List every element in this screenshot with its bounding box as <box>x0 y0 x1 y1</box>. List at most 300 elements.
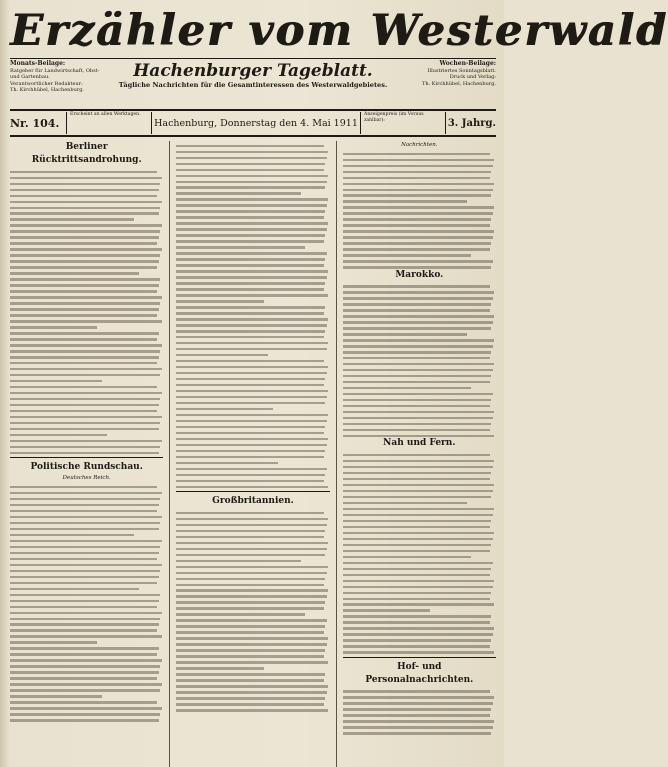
text-line <box>176 264 323 266</box>
text-line <box>343 429 490 431</box>
text-line <box>10 296 162 298</box>
text-line <box>176 300 263 302</box>
text-line <box>343 387 472 389</box>
text-line <box>176 396 326 398</box>
text-line <box>176 366 328 368</box>
text-line <box>343 520 492 522</box>
text-line <box>176 631 323 633</box>
text-line <box>176 294 328 296</box>
text-line <box>176 480 323 482</box>
text-line <box>10 552 159 554</box>
text-line <box>10 410 157 412</box>
text-line <box>176 186 325 188</box>
text-line <box>343 291 495 293</box>
text-line <box>176 589 328 591</box>
text-line <box>10 618 160 620</box>
text-line <box>10 344 162 346</box>
text-line <box>176 426 325 428</box>
text-line <box>343 266 492 268</box>
text-line <box>176 354 268 356</box>
text-line <box>10 671 159 673</box>
text-line <box>176 530 325 532</box>
text-line <box>343 592 492 594</box>
text-line <box>10 236 159 238</box>
text-line <box>176 512 323 514</box>
text-line <box>176 348 326 350</box>
text-line <box>10 606 157 608</box>
text-line <box>343 248 490 250</box>
text-line <box>343 165 493 167</box>
text-line <box>176 246 305 248</box>
article-body <box>343 454 496 654</box>
text-line <box>343 218 492 220</box>
subhead <box>10 58 496 107</box>
text-line <box>176 649 325 651</box>
text-line <box>343 627 495 629</box>
text-line <box>10 588 139 590</box>
text-line <box>343 254 472 256</box>
text-line <box>10 452 159 454</box>
text-line <box>10 207 160 209</box>
text-line <box>10 516 162 518</box>
text-line <box>176 390 328 392</box>
text-line <box>10 254 160 256</box>
text-line <box>10 380 102 382</box>
text-line <box>176 474 325 476</box>
text-line <box>176 378 325 380</box>
text-line <box>176 566 328 568</box>
text-line <box>10 486 157 488</box>
column-heading: Hof- und Personalnachrichten. <box>365 661 474 685</box>
text-line <box>10 528 159 530</box>
text-line <box>10 189 159 191</box>
issue-date: Hachenburg, Donnerstag den 4. Mai 1911 <box>154 117 358 129</box>
text-line <box>10 641 97 643</box>
text-line <box>343 339 495 341</box>
text-line <box>176 542 328 544</box>
text-line <box>10 582 157 584</box>
text-line <box>10 386 157 388</box>
text-line <box>176 450 325 452</box>
text-line <box>10 338 157 340</box>
text-line <box>10 689 160 691</box>
masthead-title: Erzähler vom Westerwald <box>10 6 668 56</box>
text-line <box>10 308 159 310</box>
left-box-line: Ratgeber für Landwirtschaft, Obst- und Gartenbau. <box>10 67 100 81</box>
text-line <box>343 502 467 504</box>
text-line <box>343 478 490 480</box>
text-line <box>176 228 326 230</box>
text-line <box>10 695 102 697</box>
text-line <box>10 600 159 602</box>
right-box-line: Illustriertes Sonntagsblatt. <box>427 67 496 74</box>
text-line <box>343 621 490 623</box>
article-body <box>176 512 329 712</box>
text-line <box>10 332 159 334</box>
text-line <box>10 302 160 304</box>
text-line <box>10 446 160 448</box>
text-line <box>176 216 323 218</box>
text-line <box>176 607 323 609</box>
text-line <box>176 595 326 597</box>
text-line <box>176 518 328 520</box>
text-line <box>343 633 493 635</box>
text-line <box>343 508 495 510</box>
dateline <box>10 109 496 137</box>
text-line <box>10 564 162 566</box>
text-line <box>343 484 495 486</box>
text-line <box>10 677 157 679</box>
text-line <box>343 171 492 173</box>
text-line <box>176 414 328 416</box>
text-line <box>176 318 328 320</box>
text-line <box>343 490 493 492</box>
text-line <box>176 306 325 308</box>
text-line <box>176 673 325 675</box>
text-line <box>176 192 300 194</box>
text-line <box>10 326 97 328</box>
text-line <box>343 309 490 311</box>
text-line <box>10 392 162 394</box>
text-line <box>176 679 323 681</box>
text-line <box>10 428 159 430</box>
text-line <box>176 282 325 284</box>
text-line <box>10 647 159 649</box>
text-line <box>10 224 162 226</box>
column-heading: Berliner Rücktrittsandrohung. <box>31 142 142 165</box>
text-line <box>343 399 492 401</box>
text-line <box>10 177 162 179</box>
text-line <box>343 224 490 226</box>
text-line <box>176 402 325 404</box>
text-line <box>176 288 323 290</box>
text-line <box>10 183 160 185</box>
text-line <box>10 416 162 418</box>
text-line <box>10 440 162 442</box>
text-line <box>343 496 492 498</box>
text-line <box>10 707 162 709</box>
text-line <box>176 384 323 386</box>
text-line <box>343 297 493 299</box>
text-line <box>343 363 495 365</box>
text-line <box>176 554 325 556</box>
column-subheading: Deutsches Reich. <box>62 475 111 482</box>
text-line <box>10 314 157 316</box>
text-line <box>10 272 139 274</box>
left-supplement-box <box>10 61 102 94</box>
text-line <box>176 336 323 338</box>
text-line <box>176 151 328 153</box>
column-subheading: Nachrichten. <box>401 142 438 148</box>
text-line <box>10 260 159 262</box>
text-line <box>10 546 160 548</box>
text-line <box>10 362 157 364</box>
text-line <box>10 278 160 280</box>
text-line <box>176 210 325 212</box>
text-line <box>176 462 277 464</box>
text-line <box>343 532 495 534</box>
text-line <box>343 454 490 456</box>
text-line <box>10 171 157 173</box>
left-box-title: Monats-Beilage: <box>10 60 66 67</box>
text-line <box>10 230 160 232</box>
text-line <box>343 615 492 617</box>
text-line <box>343 369 493 371</box>
text-line <box>10 356 159 358</box>
text-line <box>10 576 159 578</box>
text-line <box>10 713 160 715</box>
text-line <box>176 175 328 177</box>
publication-note: Erscheint an allen Werktagen. <box>66 112 152 134</box>
text-line <box>176 234 325 236</box>
text-line <box>10 534 134 536</box>
text-line <box>10 594 160 596</box>
text-line <box>10 320 162 322</box>
text-line <box>176 342 328 344</box>
text-line <box>176 703 323 705</box>
column-heading: Politische Rundschau. <box>30 462 143 473</box>
text-line <box>176 330 325 332</box>
text-line <box>176 420 326 422</box>
issue-number: Nr. 104. <box>10 116 60 130</box>
text-line <box>10 522 160 524</box>
text-line <box>10 422 160 424</box>
text-line <box>343 720 495 722</box>
text-line <box>10 558 157 560</box>
tagline: Tägliche Nachrichten für die Gesamtinteressen des Westerwaldgebietes. <box>118 81 388 89</box>
text-line <box>343 603 495 605</box>
text-line <box>343 639 492 641</box>
text-line <box>343 556 472 558</box>
text-line <box>176 444 326 446</box>
text-line <box>176 643 326 645</box>
text-line <box>343 702 493 704</box>
text-line <box>343 574 490 576</box>
text-line <box>10 492 162 494</box>
divider <box>343 657 496 658</box>
article-body <box>343 285 496 437</box>
text-line <box>176 240 323 242</box>
text-line <box>10 498 160 500</box>
text-line <box>10 504 159 506</box>
text-line <box>176 169 323 171</box>
left-box-line: Th. Kirchhübel, Hachenburg. <box>10 87 84 94</box>
divider <box>176 491 329 492</box>
center-heading <box>102 61 404 89</box>
text-line <box>343 200 467 202</box>
text-line <box>176 270 328 272</box>
column-heading: Großbritannien. <box>212 496 294 507</box>
text-line <box>343 568 492 570</box>
text-line <box>176 198 328 200</box>
text-line <box>176 578 325 580</box>
right-supplement-box <box>404 61 496 87</box>
text-line <box>343 345 493 347</box>
text-line <box>10 623 159 625</box>
text-line <box>176 486 328 488</box>
text-line <box>343 357 490 359</box>
text-line <box>10 284 159 286</box>
text-line <box>176 572 326 574</box>
text-line <box>343 189 493 191</box>
text-line <box>343 544 492 546</box>
text-line <box>10 218 134 220</box>
text-line <box>10 635 162 637</box>
article-body <box>343 153 496 269</box>
text-line <box>176 560 300 562</box>
text-line <box>343 303 492 305</box>
text-line <box>343 230 495 232</box>
text-line <box>176 468 326 470</box>
right-box-line: Druck und Verlag: <box>449 74 496 81</box>
text-line <box>10 629 157 631</box>
text-line <box>343 690 490 692</box>
text-line <box>176 438 328 440</box>
text-line <box>343 393 493 395</box>
text-line <box>343 327 492 329</box>
text-line <box>176 584 323 586</box>
text-line <box>343 423 492 425</box>
text-line <box>176 655 323 657</box>
text-line <box>343 708 492 710</box>
column-3 <box>336 141 496 767</box>
text-line <box>10 195 157 197</box>
text-line <box>10 248 162 250</box>
text-line <box>10 540 162 542</box>
text-line <box>176 432 323 434</box>
tageblatt-title: Hachenburger Tageblatt. <box>133 61 373 81</box>
text-line <box>176 258 325 260</box>
column-heading: Marokko. <box>395 269 444 280</box>
text-line <box>176 181 326 183</box>
text-line <box>10 201 162 203</box>
text-line <box>176 524 326 526</box>
column-2 <box>169 141 329 767</box>
article-body <box>176 145 329 489</box>
text-line <box>343 381 490 383</box>
text-line <box>343 212 493 214</box>
text-line <box>176 667 263 669</box>
text-line <box>176 145 323 147</box>
text-line <box>343 435 495 437</box>
text-line <box>10 701 157 703</box>
text-line <box>10 374 160 376</box>
ad-price-note: Anzeigenpreis (im Voraus zahlbar): <box>360 112 446 134</box>
text-line <box>343 405 490 407</box>
text-line <box>10 612 162 614</box>
text-line <box>343 538 493 540</box>
text-line <box>10 242 157 244</box>
text-line <box>176 324 326 326</box>
text-line <box>343 206 495 208</box>
text-line <box>343 732 492 734</box>
text-line <box>343 466 493 468</box>
text-line <box>176 157 326 159</box>
right-box-title: Wochen-Beilage: <box>439 60 496 67</box>
text-line <box>10 398 160 400</box>
text-line <box>176 456 323 458</box>
text-line <box>343 460 495 462</box>
text-line <box>343 417 493 419</box>
text-line <box>343 375 492 377</box>
text-line <box>176 222 328 224</box>
text-line <box>10 212 159 214</box>
text-line <box>343 315 495 317</box>
text-line <box>343 550 490 552</box>
text-line <box>343 177 490 179</box>
text-line <box>176 360 323 362</box>
text-line <box>343 526 490 528</box>
text-line <box>176 536 323 538</box>
text-line <box>176 163 325 165</box>
text-line <box>343 645 490 647</box>
text-line <box>10 659 162 661</box>
text-line <box>10 290 157 292</box>
text-line <box>176 276 326 278</box>
text-line <box>10 266 157 268</box>
text-line <box>343 321 493 323</box>
text-line <box>176 637 328 639</box>
text-line <box>343 411 495 413</box>
text-line <box>176 312 323 314</box>
text-line <box>10 404 159 406</box>
article-body <box>10 486 163 722</box>
text-line <box>10 665 160 667</box>
article-body <box>343 690 496 734</box>
text-line <box>176 613 305 615</box>
text-line <box>343 183 495 185</box>
text-line <box>10 434 107 436</box>
text-line <box>343 194 492 196</box>
text-line <box>10 570 160 572</box>
text-line <box>343 285 490 287</box>
article-columns <box>10 141 496 767</box>
text-line <box>176 619 326 621</box>
text-line <box>343 514 493 516</box>
text-line <box>343 242 492 244</box>
text-line <box>343 562 493 564</box>
text-line <box>10 719 159 721</box>
text-line <box>343 153 490 155</box>
text-line <box>343 726 493 728</box>
volume-year: 3. Jahrg. <box>447 117 496 129</box>
text-line <box>343 714 490 716</box>
text-line <box>343 333 467 335</box>
text-line <box>176 625 325 627</box>
left-box-line: Verantwortlicher Redakteur: <box>10 80 83 87</box>
text-line <box>343 696 495 698</box>
text-line <box>343 260 493 262</box>
text-line <box>176 372 326 374</box>
text-line <box>10 368 162 370</box>
divider <box>10 457 163 458</box>
text-line <box>176 691 326 693</box>
text-line <box>176 408 273 410</box>
text-line <box>176 697 325 699</box>
text-line <box>343 472 492 474</box>
text-line <box>176 685 328 687</box>
text-line <box>343 609 430 611</box>
right-box-line: Th. Kirchhübel, Hachenburg. <box>422 80 496 87</box>
text-line <box>343 159 495 161</box>
text-line <box>176 709 328 711</box>
column-heading: Nah und Fern. <box>383 438 456 449</box>
article-body <box>10 171 163 455</box>
text-line <box>10 683 162 685</box>
text-line <box>343 351 492 353</box>
text-line <box>343 598 490 600</box>
text-line <box>343 651 495 653</box>
